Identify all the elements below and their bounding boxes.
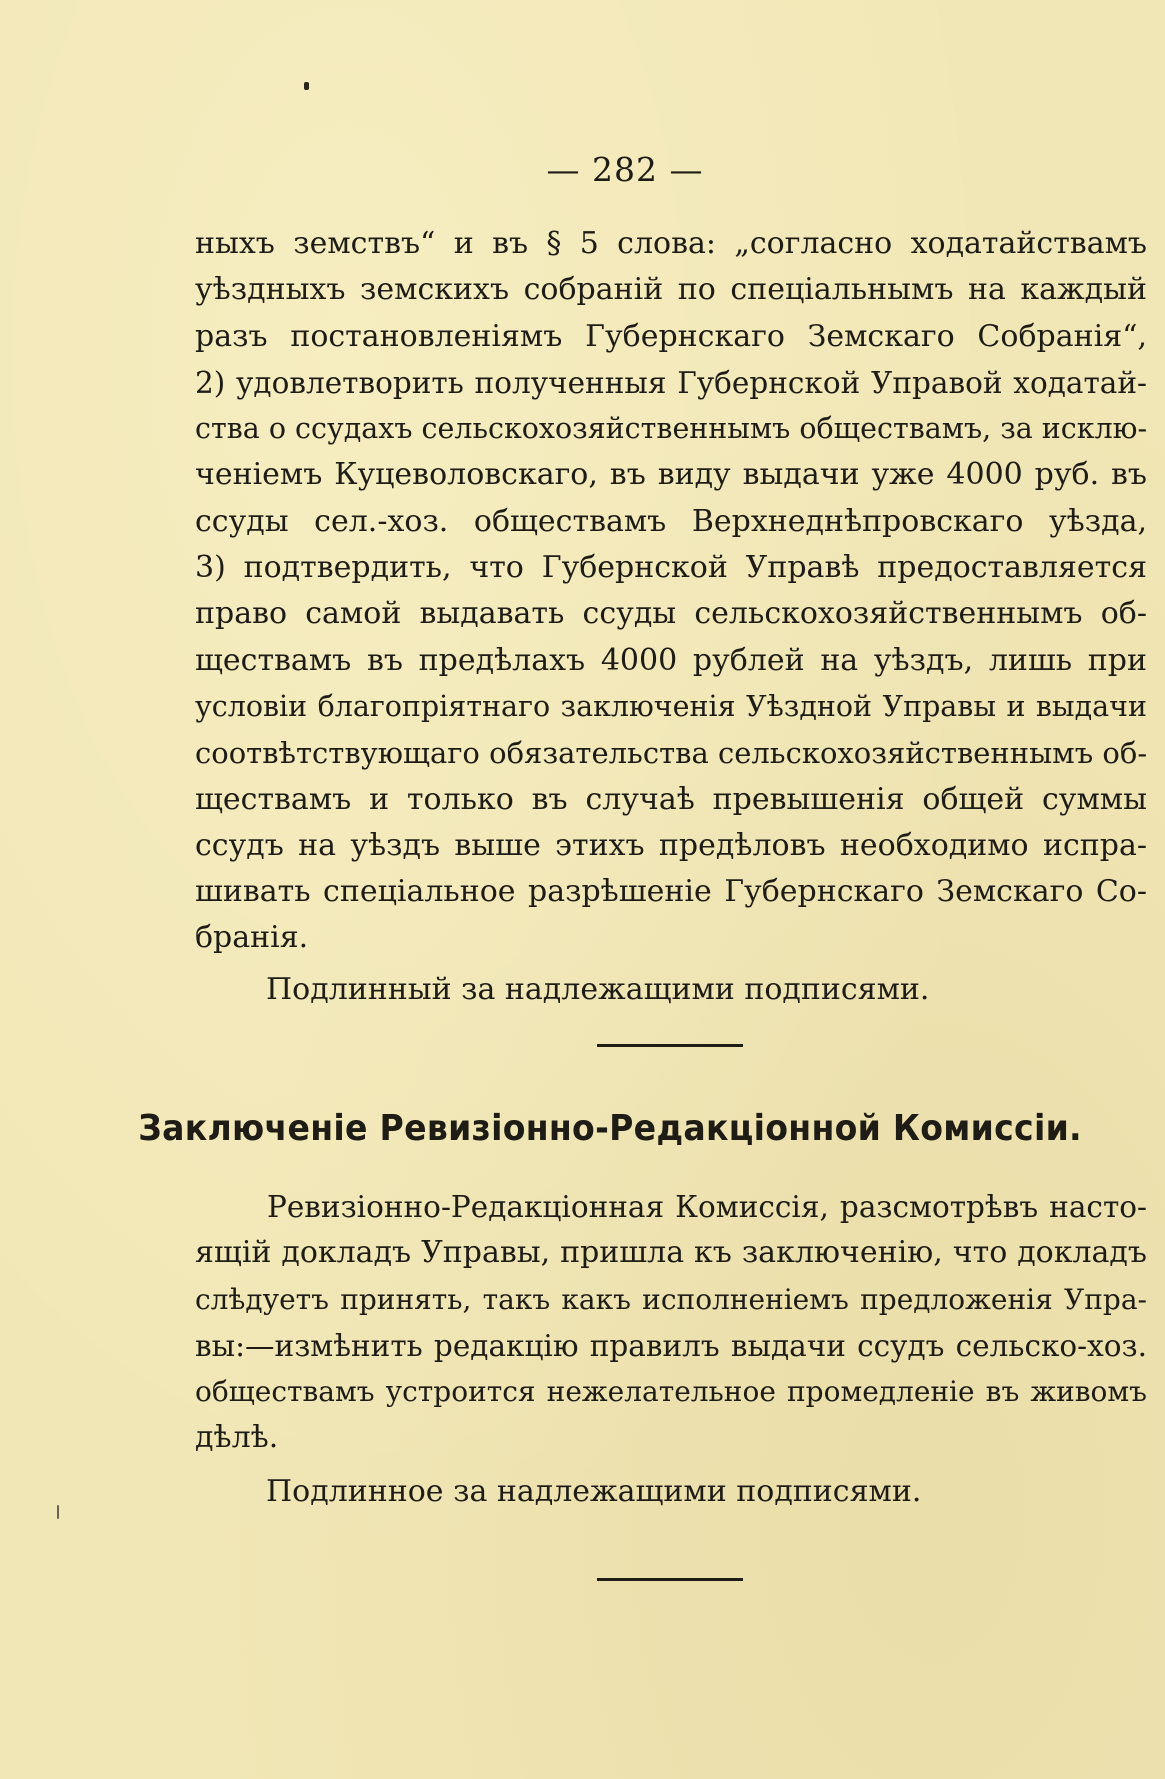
divider-rule — [597, 1578, 743, 1581]
page-number: — 282 — — [546, 150, 704, 189]
text-line: ществамъ въ предѣлахъ 4000 рублей на уѣздъ, лишь при — [195, 642, 1147, 678]
text-line: 2) удовлетворить полученныя Губернской Управой ходатай- — [195, 365, 1147, 400]
text-line: ществамъ и только въ случаѣ превышенія общей суммы — [195, 781, 1147, 817]
text-line: ченіемъ Куцеволовскаго, въ виду выдачи уже 4000 руб. въ — [195, 457, 1147, 493]
text-line: бранія. — [195, 920, 309, 956]
paragraph-2 — [195, 1184, 1147, 1462]
text-line: ящій докладъ Управы, пришла къ заключенію, что докладъ — [195, 1235, 1147, 1271]
text-line: уѣздныхъ земскихъ собраній по спеціальнымъ на каждый — [195, 272, 1147, 308]
text-line: ссудъ на уѣздъ выше этихъ предѣловъ необходимо испра- — [195, 827, 1147, 863]
text-line: ссуды сел.-хоз. обществамъ Верхнеднѣпровскаго уѣзда, — [195, 503, 1147, 539]
text-line: ныхъ земствъ“ и въ § 5 слова: „согласно ходатайствамъ — [195, 226, 1147, 261]
text-line: разъ постановленіямъ Губернскаго Земскаго Собранія“, — [195, 318, 1147, 354]
text-line: вы:—измѣнить редакцію правилъ выдачи ссудъ сельско-хоз. — [195, 1328, 1147, 1363]
text-line: дѣлѣ. — [195, 1420, 279, 1456]
text-line: Ревизіонно-Редакціонная Комиссія, разсмотрѣвъ насто- — [267, 1190, 1147, 1224]
text-line: обществамъ устроится нежелательное промедленіе въ живомъ — [195, 1375, 1147, 1409]
text-line: условіи благопріятнаго заключенія Уѣздной Управы и выдачи — [195, 689, 1147, 723]
text-line: ства о ссудахъ сельскохозяйственнымъ обществамъ, за исклю- — [195, 412, 1147, 446]
ink-speck — [57, 1505, 59, 1519]
ink-speck — [304, 82, 309, 90]
signature-note-2: Подлинное за надлежащими подписями. — [266, 1474, 922, 1509]
text-line: слѣдуетъ принять, такъ какъ исполненіемъ предложенія Упра- — [195, 1282, 1147, 1316]
text-line: соотвѣтствующаго обязательства сельскохозяйственнымъ об- — [195, 736, 1147, 771]
text-line: право самой выдавать ссуды сельскохозяйственнымъ об- — [195, 596, 1147, 632]
divider-rule — [597, 1044, 743, 1047]
signature-note-1: Подлинный за надлежащими подписями. — [266, 972, 930, 1007]
paragraph-1 — [195, 221, 1147, 962]
text-line: 3) подтвердить, что Губернской Управѣ предоставляется — [195, 550, 1147, 586]
section-heading: Заключеніе Ревизіонно-Редакціонной Комиссіи. — [138, 1108, 1082, 1149]
text-line: шивать спеціальное разрѣшеніе Губернскаго Земскаго Со- — [195, 874, 1147, 910]
